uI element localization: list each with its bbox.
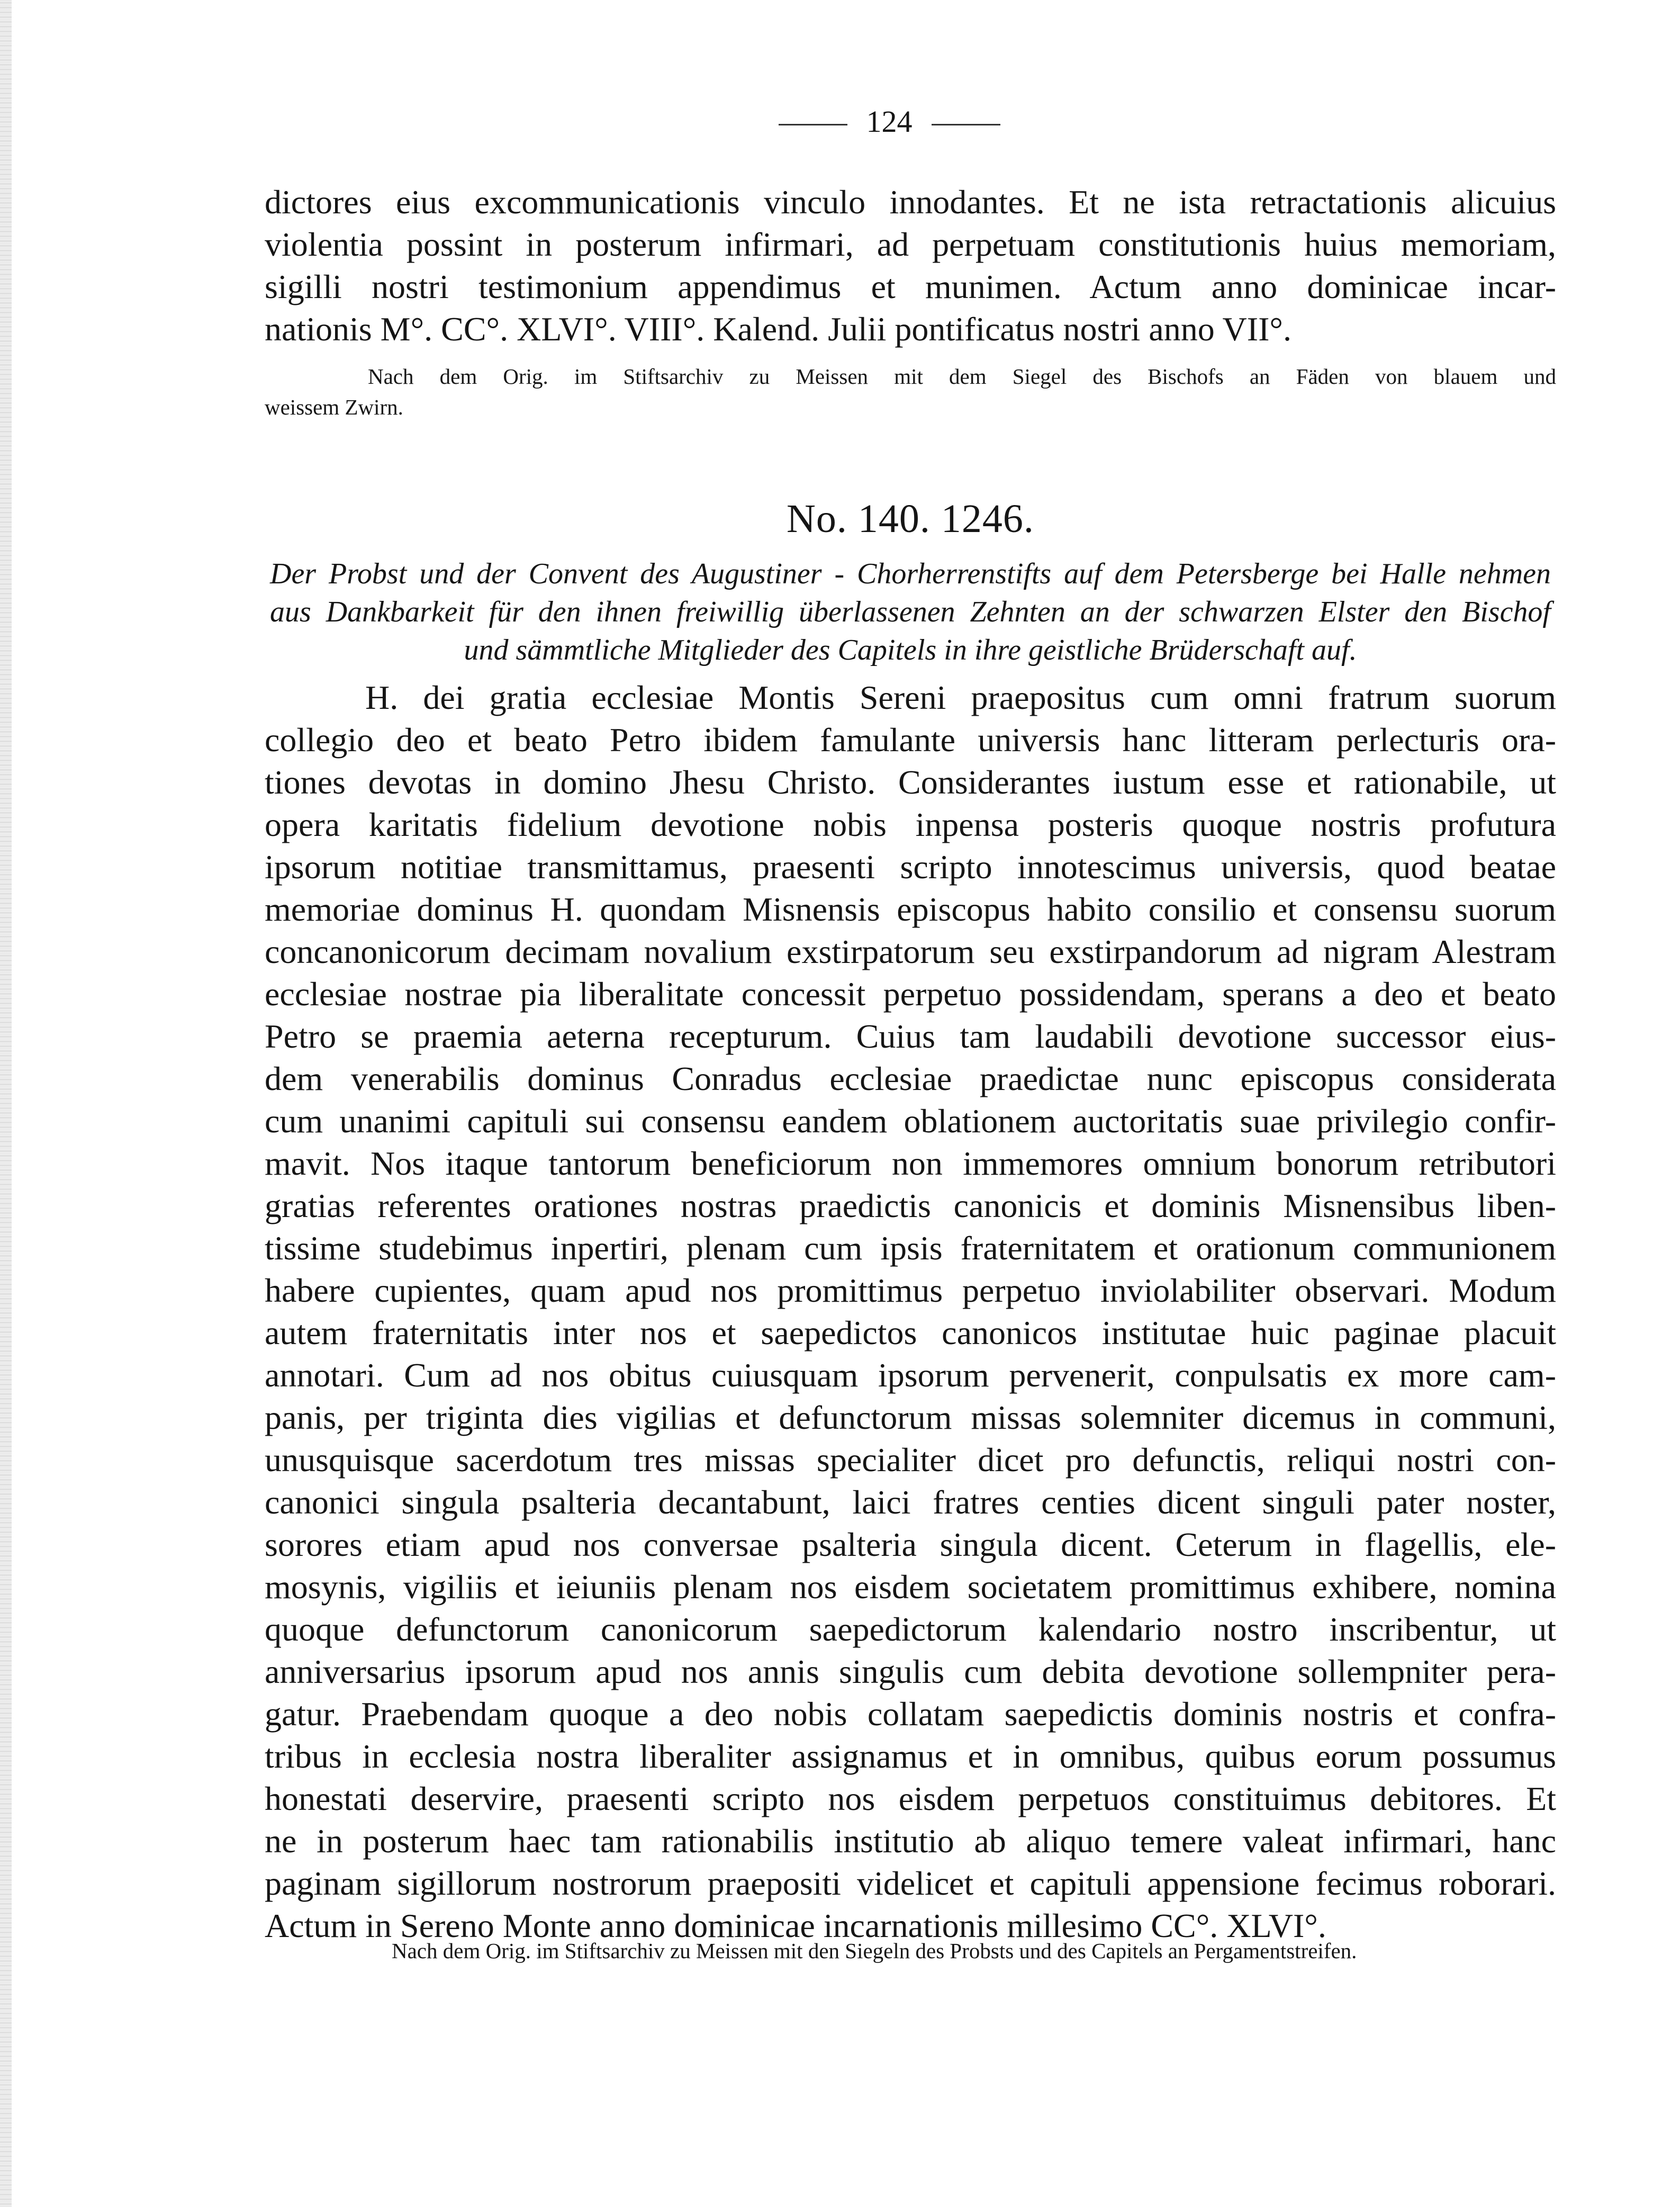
body-line: collegio deo et beato Petro ibidem famulante universis hanc litteram perlecturis ora- (265, 721, 1556, 759)
header-rule-right (932, 124, 1000, 125)
page-number: 124 (866, 104, 913, 139)
body-line: memoriae dominus H. quondam Misnensis episcopus habito consilio et consensu suorum (265, 890, 1556, 928)
body-line: unusquisque sacerdotum tres missas specialiter dicet pro defunctis, reliqui nostri con- (265, 1441, 1556, 1479)
body-line: honestati deservire, praesenti scripto nos eisdem perpetuos constituimus debitores. Et (265, 1780, 1556, 1817)
body-line: sorores etiam apud nos conversae psalteria singula dicent. Ceterum in flagellis, ele- (265, 1526, 1556, 1563)
body-line: tiones devotas in domino Jhesu Christo. Considerantes iustum esse et rationabile, ut (265, 763, 1556, 801)
scan-margin (0, 0, 12, 2207)
document-body (265, 677, 1556, 1947)
body-line: ecclesiae nostrae pia liberalitate concessit perpetuo possidendam, sperans a deo et beato (265, 975, 1556, 1013)
document-summary (270, 555, 1551, 669)
body-line: quoque defunctorum canonicorum saepedictorum kalendario nostro inscribentur, ut (265, 1610, 1556, 1648)
body-line: tissime studebimus inpertiri, plenam cum ipsis fraternitatem et orationum communionem (265, 1229, 1556, 1267)
note-line: Nach dem Orig. im Stiftsarchiv zu Meissen mit dem Siegel des Bischofs an Fäden von blauem und (368, 364, 1556, 389)
text-line: nationis M°. CC°. XLVI°. VIII°. Kalend. Julii pontificatus nostri anno VII°. (265, 310, 1291, 348)
summary-line: Der Probst und der Convent des Augustiner - Chorherrenstifts auf dem Petersberge bei Halle nehmen (270, 557, 1551, 590)
body-line: H. dei gratia ecclesiae Montis Sereni praepositus cum omni fratrum suorum (365, 679, 1556, 716)
body-line: concanonicorum decimam novalium exstirpatorum seu exstirpandorum ad nigram Alestram (265, 933, 1556, 970)
summary-line: und sämmtliche Mitglieder des Capitels in ihre geistliche Brüderschaft auf. (464, 634, 1357, 666)
body-line: panis, per triginta dies vigilias et defunctorum missas solemniter dicemus in communi, (265, 1399, 1556, 1436)
text-line: violentia possint in posterum infirmari, ad perpetuam constitutionis huius memoriam, (265, 226, 1556, 263)
document-heading: No. 140. 1246. (787, 497, 1034, 541)
continuation-text (265, 181, 1556, 350)
body-line: anniversarius ipsorum apud nos annis singulis cum debita devotione sollempniter pera- (265, 1653, 1556, 1690)
source-note-previous (265, 361, 1556, 422)
body-line: annotari. Cum ad nos obitus cuiusquam ipsorum pervenerit, conpulsatis ex more cam- (265, 1356, 1556, 1394)
body-line: mavit. Nos itaque tantorum beneficiorum non immemores omnium bonorum retributori (265, 1145, 1556, 1182)
note-line: weissem Zwirn. (265, 395, 403, 419)
body-line: tribus in ecclesia nostra liberaliter assignamus et in omnibus, quibus eorum possumus (265, 1737, 1556, 1775)
text-line: sigilli nostri testimonium appendimus et munimen. Actum anno dominicae incar- (265, 268, 1556, 305)
header-rule-left (779, 124, 847, 125)
summary-line: aus Dankbarkeit für den ihnen freiwillig überlassenen Zehnten an der schwarzen Elster den Bischof (270, 596, 1551, 628)
body-line: cum unanimi capituli sui consensu eandem oblationem auctoritatis suae privilegio confir- (265, 1102, 1556, 1140)
text-line: dictores eius excommunicationis vinculo innodantes. Et ne ista retractationis alicuius (265, 183, 1556, 221)
source-note (392, 1935, 1556, 1966)
body-line: autem fraternitatis inter nos et saepedictos canonicos institutae huic paginae placuit (265, 1314, 1556, 1352)
note-line: Nach dem Orig. im Stiftsarchiv zu Meissen mit den Siegeln des Probsts und des Capitels an Pergamentstreifen. (392, 1939, 1357, 1963)
body-line: ne in posterum haec tam rationabilis institutio ab aliquo temere valeat infirmari, hanc (265, 1822, 1556, 1860)
body-line: ipsorum notitiae transmittamus, praesenti scripto innotescimus universis, quod beatae (265, 848, 1556, 886)
body-line: opera karitatis fidelium devotione nobis inpensa posteris quoque nostris profutura (265, 806, 1556, 843)
body-line: canonici singula psalteria decantabunt, laici fratres centies dicent singuli pater noster, (265, 1483, 1556, 1521)
page-header (752, 103, 1027, 140)
body-line: gratias referentes orationes nostras praedictis canonicis et dominis Misnensibus liben- (265, 1187, 1556, 1224)
body-line: Petro se praemia aeterna recepturum. Cuius tam laudabili devotione successor eius- (265, 1017, 1556, 1055)
body-line: habere cupientes, quam apud nos promittimus perpetuo inviolabiliter observari. Modum (265, 1272, 1556, 1309)
body-line: paginam sigillorum nostrorum praepositi videlicet et capituli appensione fecimus roborari. (265, 1864, 1556, 1902)
body-line: mosynis, vigiliis et ieiuniis plenam nos eisdem societatem promittimus exhibere, nomina (265, 1568, 1556, 1606)
body-line: gatur. Praebendam quoque a deo nobis collatam saepedictis dominis nostris et confra- (265, 1695, 1556, 1733)
body-line: Actum in Sereno Monte anno dominicae incarnationis millesimo CC°. XLVI°. (265, 1907, 1326, 1944)
body-line: dem venerabilis dominus Conradus ecclesiae praedictae nunc episcopus considerata (265, 1060, 1556, 1097)
